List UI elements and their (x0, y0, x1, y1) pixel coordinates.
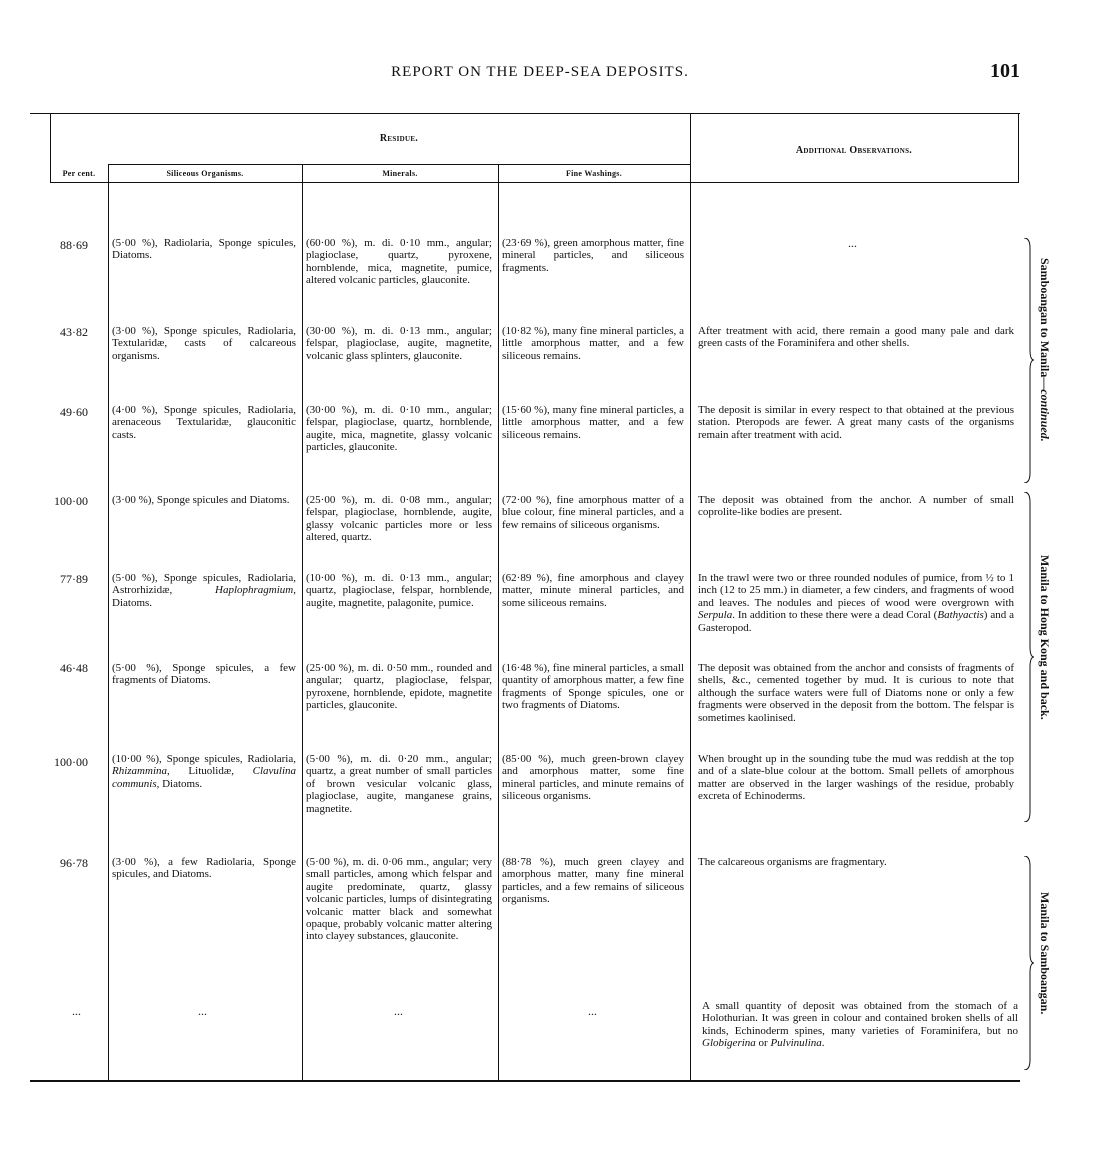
row-4-notes: The deposit was obtained from the anchor. A number of small coprolite-like bodies are present. (698, 494, 1014, 519)
row-4-percent: 100·00 (54, 494, 88, 508)
residue-header: Residue. (379, 133, 419, 144)
row-7-notes: When brought up in the sounding tube the mud was reddish at the top and of a slate-blue colour at the bottom. Small pellets of amorphous matter are observed in the larger washings of the residue, probably excreta of Echinoderms. (698, 753, 1014, 803)
percent-column-header: Per cent. (62, 169, 96, 178)
minerals-column-header: Minerals. (382, 169, 418, 178)
row-2-siliceous: (3·00 %), Sponge spicules, Radiolaria, Textularidæ, casts of calcareous organisms. (112, 325, 296, 362)
row-2-percent: 43·82 (60, 325, 88, 339)
page-header (0, 60, 1100, 90)
col-divider-2 (302, 164, 303, 1080)
row-7-percent: 100·00 (54, 755, 88, 769)
row-1-percent: 88·69 (60, 238, 88, 252)
row-1-siliceous: (5·00 %), Radiolaria, Sponge spicules, Diatoms. (112, 237, 296, 262)
table-right-border (1018, 113, 1019, 183)
col-divider-4 (690, 113, 691, 1080)
row-8-percent: 96·78 (60, 856, 88, 870)
row-5-fine-washings: (62·89 %), fine amorphous and clayey matter, minute mineral particles, and some siliceous remains. (502, 572, 684, 609)
row-1-fine-washings: (23·69 %), green amorphous matter, fine mineral particles, and siliceous fragments. (502, 237, 684, 274)
row-9-minerals: ... (394, 1004, 403, 1018)
side-label-route-1: Samboangan to Manila—continued. (1038, 258, 1052, 442)
row-5-genus-haplophragmium: Haplophragmium (215, 584, 294, 597)
row-9-fine-washings: ... (588, 1004, 597, 1018)
row-2-minerals: (30·00 %), m. di. 0·13 mm., angular; felspar, plagioclase, augite, magnetite, volcanic glass splinters, glauconite. (306, 325, 492, 362)
row-7-siliceous: (10·00 %), Sponge spicules, Radiolaria, Rhizammina, Lituolidæ, Clavulina communis, Diatoms. (112, 753, 296, 790)
page-number: 101 (990, 60, 1020, 82)
row-9-notes: A small quantity of deposit was obtained from the stomach of a Holothurian. It was green in colour and contained broken shells of all kinds, Echinoderm spines, many varieties of Foraminifera, but no Globigerina or Pulvinulina. (702, 1000, 1018, 1050)
col-divider-1 (108, 164, 109, 1080)
row-8-fine-washings: (88·78 %), much green clayey and amorphous matter, many fine mineral particles, and a few remains of siliceous organisms. (502, 856, 684, 906)
table-bottom-rule (30, 1080, 1020, 1082)
row-6-siliceous: (5·00 %), Sponge spicules, a few fragments of Diatoms. (112, 662, 296, 687)
col-divider-3 (498, 164, 499, 1080)
page-title: REPORT ON THE DEEP-SEA DEPOSITS. (391, 64, 689, 80)
row-6-percent: 46·48 (60, 661, 88, 675)
row-2-fine-washings: (10·82 %), many fine mineral particles, a little amorphous matter, and a few siliceous remains. (502, 325, 684, 362)
row-5-notes: In the trawl were two or three rounded nodules of pumice, from ½ to 1 inch (12 to 25 mm.) in diameter, a few cinders, and fragments of wood and leaves. The nodules and pieces of wood were overgrown with Serpula. In addition to these there were a dead Coral (Bathyactis) and a Gasteropod. (698, 572, 1014, 634)
brace-route-3 (1022, 856, 1034, 1070)
brace-route-1 (1022, 238, 1034, 483)
row-3-fine-washings: (15·60 %), many fine mineral particles, a little amorphous matter, and a few siliceous remains. (502, 404, 684, 441)
row-4-fine-washings: (72·00 %), fine amorphous matter of a blue colour, fine mineral particles, and a few remains of siliceous organisms. (502, 494, 684, 531)
row-4-minerals: (25·00 %), m. di. 0·08 mm., angular; felspar, plagioclase, hornblende, augite, glassy volcanic particles more or less altered, quartz. (306, 494, 492, 544)
row-3-notes: The deposit is similar in every respect to that obtained at the previous station. Pteropods are fewer. A great many casts of the organisms remain after treatment with acid. (698, 404, 1014, 441)
row-7-minerals: (5·00 %), m. di. 0·20 mm., angular; quartz, a great number of small particles of brown vesicular volcanic glass, plagioclase, augite, manganese grains, magnetite. (306, 753, 492, 815)
row-8-notes: The calcareous organisms are fragmentary. (698, 856, 887, 868)
table-top-rule (30, 113, 1020, 114)
row-5-siliceous: (5·00 %), Sponge spicules, Radiolaria, Astrorhizidæ, Haplophragmium, Diatoms. (112, 572, 296, 609)
side-label-route-3: Manila to Samboangan. (1038, 892, 1052, 1015)
additional-observations-header: Additional Observations. (795, 145, 913, 156)
row-6-notes: The deposit was obtained from the anchor and consists of fragments of shells, &c., cemented together by mud. It is curious to note that although the surface waters were full of Diatoms none or only a few fragments were observed in the deposit from the bottom. The felspar is sometimes kaolinised. (698, 662, 1014, 724)
residue-header-rule (108, 164, 690, 165)
row-3-percent: 49·60 (60, 405, 88, 419)
row-8-minerals: (5·00 %), m. di. 0·06 mm., angular; very small particles, among which felspar and augite predominate, quartz, glassy volcanic particles, lumps of disintegrating volcanic matter black and somewhat opaque, probably volcanic matter altering into clayey substances, glauconite. (306, 856, 492, 943)
brace-route-2 (1022, 492, 1034, 822)
row-3-minerals: (30·00 %), m. di. 0·10 mm., angular; felspar, plagioclase, quartz, hornblende, augite, mica, magnetite, glassy volcanic particles, glauconite. (306, 404, 492, 454)
row-5-percent: 77·89 (60, 572, 88, 586)
row-2-notes: After treatment with acid, there remain a good many pale and dark green casts of the Foraminifera and other shells. (698, 325, 1014, 350)
row-8-siliceous: (3·00 %), a few Radiolaria, Sponge spicules, and Diatoms. (112, 856, 296, 881)
fine-washings-column-header: Fine Washings. (565, 169, 623, 178)
row-3-siliceous: (4·00 %), Sponge spicules, Radiolaria, arenaceous Textularidæ, glauconitic casts. (112, 404, 296, 441)
row-1-minerals: (60·00 %), m. di. 0·10 mm., angular; plagioclase, quartz, pyroxene, hornblende, mica, magnetite, pumice, altered volcanic particles, glauconite. (306, 237, 492, 287)
side-label-route-2: Manila to Hong Kong and back. (1038, 555, 1052, 720)
row-7-fine-washings: (85·00 %), much green-brown clayey and amorphous matter, some fine mineral particles, and minute remains of siliceous organisms. (502, 753, 684, 803)
siliceous-column-header: Siliceous Organisms. (166, 169, 244, 178)
row-9-siliceous: ... (198, 1004, 207, 1018)
row-6-fine-washings: (16·48 %), fine mineral particles, a small quantity of amorphous matter, a few fine fragments of Sponge spicules, one or two fragments of Diatoms. (502, 662, 684, 712)
header-bottom-rule (50, 182, 1018, 183)
row-1-notes: ... (848, 236, 857, 250)
row-5-minerals: (10·00 %), m. di. 0·13 mm., angular; quartz, plagioclase, felspar, hornblende, augite, magnetite, palagonite, pumice. (306, 572, 492, 609)
row-6-minerals: (25·00 %), m. di. 0·50 mm., rounded and angular; quartz, plagioclase, felspar, pyroxene, hornblende, epidote, magnetite particles, glauconite. (306, 662, 492, 712)
row-9-percent: ... (72, 1004, 81, 1018)
row-4-siliceous: (3·00 %), Sponge spicules and Diatoms. (112, 494, 290, 506)
